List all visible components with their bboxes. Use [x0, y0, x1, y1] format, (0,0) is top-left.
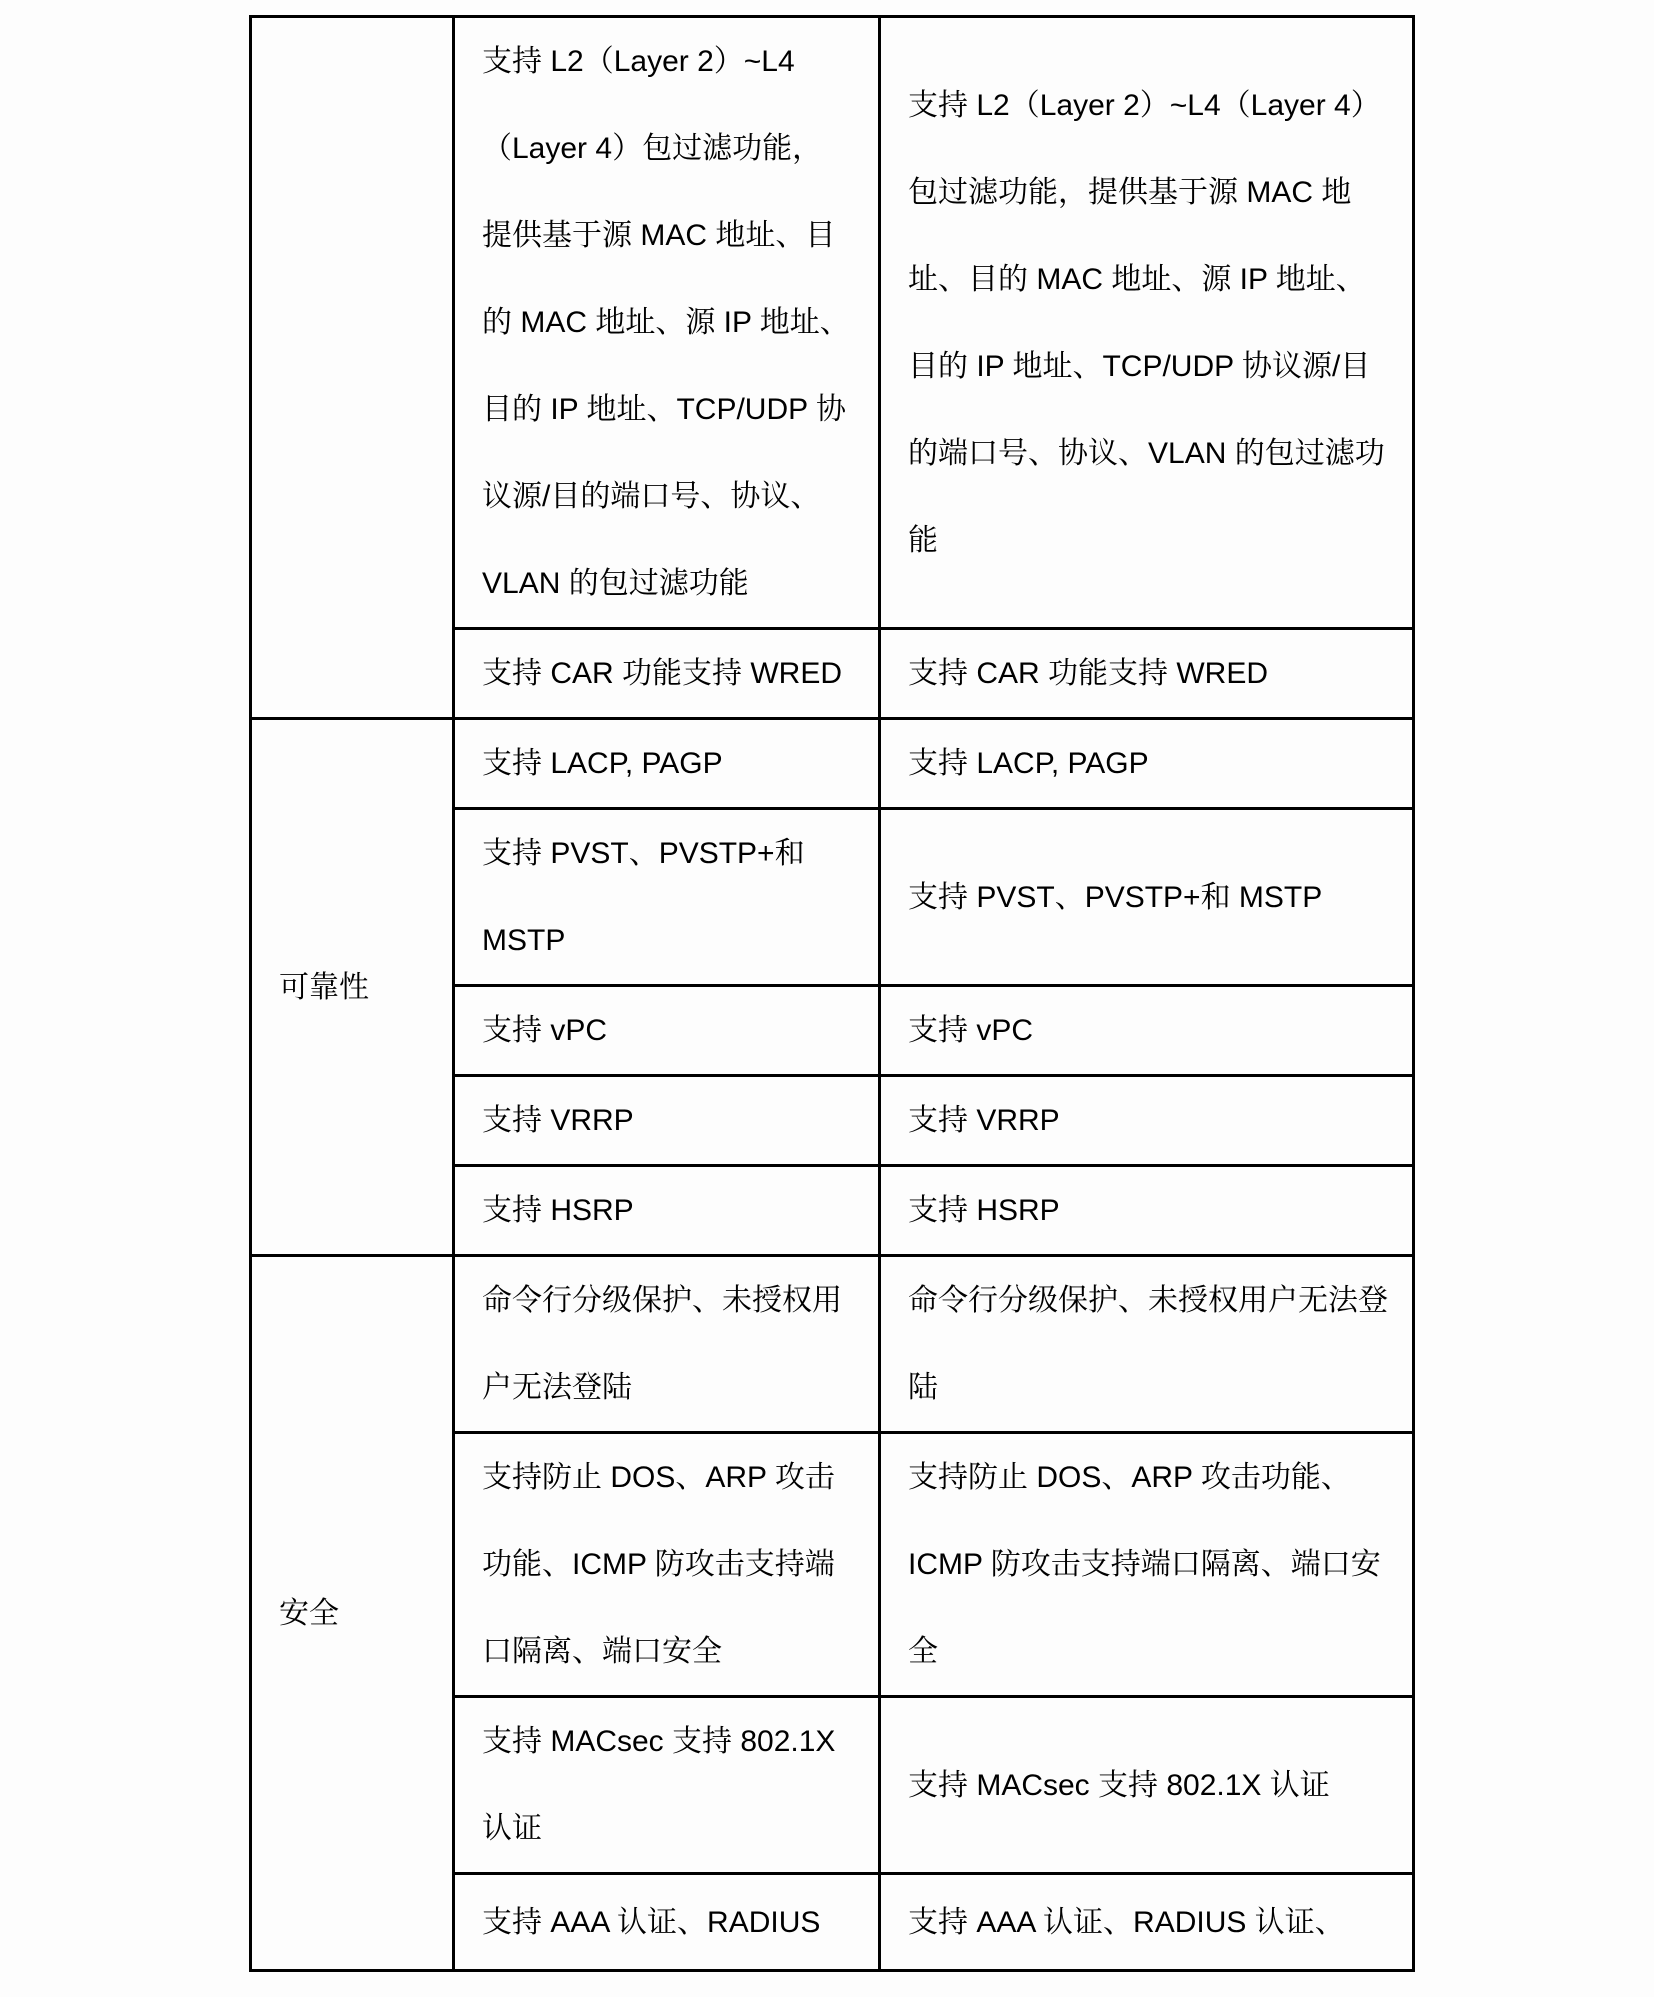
cell-macsec-col3 — [880, 1697, 1414, 1874]
cell-car-wred-col2 — [454, 629, 880, 719]
cell-car-wred-col3 — [880, 629, 1414, 719]
cell-text-line: 支持 HSRP — [482, 1194, 634, 1227]
cell-text-line: 支持 HSRP — [908, 1194, 1060, 1227]
cell-text-line: 支持 AAA 认证、RADIUS — [482, 1905, 821, 1939]
cell-text-line: 支持 PVST、PVSTP+和 MSTP — [908, 880, 1323, 914]
spec-table — [249, 15, 1415, 1972]
cell-text-line: 陆 — [908, 1371, 938, 1404]
cell-lacp-col3 — [880, 719, 1414, 809]
cell-text-line: 支持 L2（Layer 2）~L4（Layer 4） — [908, 88, 1381, 122]
table-row row-l2l4-filter — [251, 17, 1414, 629]
cell-text-line: 支持 CAR 功能支持 WRED — [908, 657, 1268, 690]
cell-category-empty — [251, 17, 454, 719]
cell-dos-arp-col2 — [454, 1433, 880, 1697]
cell-vpc-col3 — [880, 986, 1414, 1076]
cell-text-line: 口隔离、端口安全 — [482, 1635, 722, 1668]
cell-text-line: 命令行分级保护、未授权用 — [482, 1284, 842, 1317]
cell-text-line: 的端口号、协议、VLAN 的包过滤功 — [908, 436, 1385, 470]
cell-text-line: 支持 VRRP — [908, 1104, 1060, 1137]
cell-vrrp-col2 — [454, 1076, 880, 1166]
cell-aaa-col2 — [454, 1874, 880, 1971]
cell-text-line: 目的 IP 地址、TCP/UDP 协议源/目 — [908, 349, 1371, 383]
cell-text-line: 支持 vPC — [908, 1014, 1034, 1047]
cell-text-line: 支持 MACsec 支持 802.1X 认证 — [908, 1768, 1330, 1802]
cell-text-line: 支持 AAA 认证、RADIUS 认证、 — [908, 1905, 1345, 1939]
cell-vrrp-col3 — [880, 1076, 1414, 1166]
cell-text-line: 命令行分级保护、未授权用户无法登 — [908, 1284, 1388, 1317]
cell-text-line: 支持 MACsec 支持 802.1X — [482, 1725, 836, 1758]
cell-text-line: VLAN 的包过滤功能 — [482, 567, 749, 600]
cell-cli-protection-col2 — [454, 1256, 880, 1433]
cell-text-line: 议源/目的端口号、协议、 — [482, 480, 821, 513]
table-row row-cli-protection — [251, 1256, 1414, 1433]
cell-pvst-col3 — [880, 809, 1414, 986]
table-row row-lacp — [251, 719, 1414, 809]
cell-text-line: 能 — [908, 523, 938, 557]
cell-text-line: 支持 VRRP — [482, 1104, 634, 1137]
cell-hsrp-col3 — [880, 1166, 1414, 1256]
cell-text-line: 支持 LACP, PAGP — [482, 747, 723, 780]
cell-text-line: 的 MAC 地址、源 IP 地址、 — [482, 306, 850, 339]
cell-pvst-col2 — [454, 809, 880, 986]
cell-l2l4-filter-col2 — [454, 17, 880, 629]
cell-text-line: 址、目的 MAC 地址、源 IP 地址、 — [908, 262, 1366, 296]
cell-text-line: 功能、ICMP 防攻击支持端 — [482, 1548, 835, 1581]
cell-text-line: 目的 IP 地址、TCP/UDP 协 — [482, 393, 846, 426]
cell-text-line: 支持 CAR 功能支持 WRED — [482, 657, 842, 690]
cell-text-line: 支持 L2（Layer 2）~L4 — [482, 45, 795, 78]
cell-hsrp-col2 — [454, 1166, 880, 1256]
cell-text-line: 支持 vPC — [482, 1014, 608, 1047]
cell-text-line: 支持 PVST、PVSTP+和 — [482, 837, 805, 870]
cell-text-line: 全 — [908, 1635, 938, 1668]
cell-text-line: 支持防止 DOS、ARP 攻击功能、 — [908, 1461, 1351, 1494]
cell-category-reliability: 可靠性 — [251, 719, 454, 1256]
cell-aaa-col3 — [880, 1874, 1414, 1971]
cell-l2l4-filter-col3 — [880, 17, 1414, 629]
cell-text-line: MSTP — [482, 924, 566, 957]
cell-text-line: 户无法登陆 — [482, 1371, 632, 1404]
cell-text-line: 提供基于源 MAC 地址、目 — [482, 219, 836, 252]
cell-text-line: 支持防止 DOS、ARP 攻击 — [482, 1461, 835, 1494]
cell-lacp-col2 — [454, 719, 880, 809]
cell-text-line: 认证 — [482, 1812, 542, 1845]
cell-category-security: 安全 — [251, 1256, 454, 1971]
cell-dos-arp-col3 — [880, 1433, 1414, 1697]
cell-cli-protection-col3 — [880, 1256, 1414, 1433]
cell-macsec-col2 — [454, 1697, 880, 1874]
cell-text-line: 支持 LACP, PAGP — [908, 747, 1149, 780]
cell-text-line: 包过滤功能，提供基于源 MAC 地 — [908, 175, 1352, 209]
cell-text-line: （Layer 4）包过滤功能， — [482, 132, 823, 165]
cell-vpc-col2 — [454, 986, 880, 1076]
cell-text-line: ICMP 防攻击支持端口隔离、端口安 — [908, 1548, 1381, 1581]
